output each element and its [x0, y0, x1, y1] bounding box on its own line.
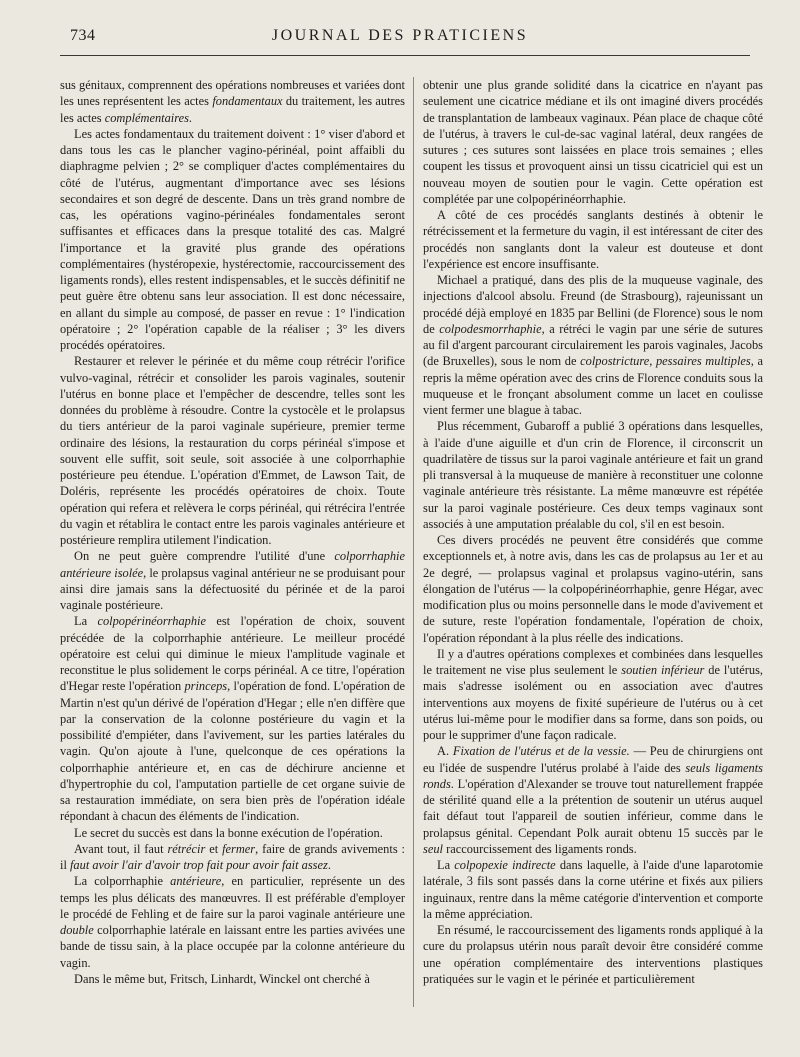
paragraph [60, 873, 405, 971]
paragraph-text: Avant tout, il faut [74, 841, 168, 856]
paragraph [60, 77, 405, 126]
paragraph-text: Michael a pratiqué, dans des plis de la muqueuse vaginale, des injections d'alcool absolu. Freund (de Strasbourg), rajeunissant un procédé déjà employé en 1835 par Bellini (de Florence) sous le nom de [423, 273, 763, 336]
page-number: 734 [70, 27, 96, 44]
paragraph-text: , en particulier, représente un des temps les plus délicats des manœuvres. Il est préférable d'employer le procédé de Fehling et de faire sur la paroi vaginale antérieure une [60, 874, 405, 921]
paragraph [60, 613, 405, 824]
italic-text: rétrécir [167, 841, 206, 856]
paragraph-text: A côté de ces procédés sanglants destinés à obtenir le rétrécissement et la fermeture du vagin, il est intéressant de citer des procédés non sanglants dont la valeur est douteuse et dont l'expérience est encore insuffisante. [423, 208, 763, 271]
italic-text: complémentaires [104, 110, 189, 125]
paragraph-text: sus génitaux, comprennent des opérations nombreuses et variées dont les unes représentent les actes [60, 78, 405, 109]
paragraph-text: dans laquelle, à l'aide d'une laparotomie latérale, 3 fils sont passés dans la corne utérine et fixés aux piliers inguinaux, rentre dans la même catégorie d'intervention et comporte la même appréciation. [423, 858, 764, 921]
paragraph-text: Le secret du succès est dans la bonne exécution de l'opération. [74, 825, 383, 840]
paragraph [60, 971, 405, 987]
italic-text: colpodesmorrhaphie [439, 321, 542, 336]
paragraph [423, 207, 763, 272]
paragraph-text: raccourcissement des ligaments ronds. [442, 841, 637, 856]
page-header [0, 0, 800, 60]
paragraph-text: est l'opération de choix, souvent précédée de la colporrhaphie antérieure. Le meilleur procédé opératoire est celui qui diminue le mieux l'amplitude vaginale et reconstitue le plus solidement le corps périnéal. A ce titre, l'opération d'Hegar reste l'opération [60, 614, 405, 694]
paragraph-text: — Peu de chirurgiens ont eu l'idée de suspendre l'utérus prolabé à l'aide des [423, 744, 763, 775]
italic-text: Fixation de l'utérus et de la vessie. [452, 744, 630, 759]
italic-text: fondamentaux [212, 94, 283, 109]
paragraph-text: du traitement, les autres les actes [60, 94, 405, 125]
paragraph [423, 532, 763, 646]
paragraph-text: , a repris la même opération avec des crins de Florence conduits sous la muqueuse et le fronçant absolument comme un lacet en coulisse vient fermer une blague à tabac. [423, 354, 763, 417]
paragraph-text: A. [437, 744, 453, 759]
paragraph [423, 646, 763, 744]
paragraph-text: de l'utérus, mais s'adresse isolément ou en association avec d'autres interventions aux moyens de fixité supérieure de l'utérus ou à cet utérus lui-même pour le modifier dans sa forme, dans son poids, ou pour le supprimer d'une façon radicale. [423, 663, 763, 742]
italic-text: faut avoir l'air d'avoir trop fait pour avoir fait assez [69, 858, 328, 872]
paragraph-text: Il y a d'autres opérations complexes et combinées dans lesquelles le traitement ne vise plus seulement le [423, 646, 763, 677]
paragraph [423, 922, 763, 987]
paragraph [60, 548, 405, 613]
paragraph-text: Plus récemment, Gubaroff a publié 3 opérations dans lesquelles, à l'aide d'une aiguille et d'un crin de Florence, il circonscrit un quadrilatère de tissus sur la paroi vaginale antérieure et fait un grand pli transversal à la muqueuse de manière à reconstituer une colonne vaginale antérieure très résistante. La même manœuvre est répétée sur la paroi vaginale postérieure. Ces deux temps vaginaux sont associés à une amputation préalable du col, s'il en est besoin. [423, 419, 763, 531]
paragraph-text: La [74, 614, 98, 629]
paragraph-text: Ces divers procédés ne peuvent être considérés que comme exceptionnels et, à notre avis, dans les cas de prolapsus au 1er et au 2e degré, — prolapsus vaginal et prolapsus vagino-utérin, sans élongation de l'utérus — la colpopérinéorrhaphie, genre Hégar, avec modification plus ou moins personnelle dans le mode d'avivement et de suture, reste l'opération fondamentale, l'opération de choix, l'opération répondant à la plus réelle des indications. [423, 533, 763, 645]
paragraph-text: Restaurer et relever le périnée et du même coup rétrécir l'orifice vulvo-vaginal, rétrécir et consolider les parois vaginales, soutenir l'utérus en bonne place et l'empêcher de descendre, telles sont les données du problème à résoudre. Contre la cystocèle et le prolapsus du tiers antérieur de la paroi vaginale supérieure, premier terme ordinaire des lésions, la restauration du corps périnéal s'impose et souvent elle suffit, soit seule, soit associée à une colporrhaphie postérieure peu étendue. L'opération d'Emmet, de Lawson Tait, de Doléris, représente les procédés opératoires de choix. Toute opération qui refera et relèvera le corps périnéal, qui rétrécira l'entrée du vagin et rétablira le contact entre les parois vaginales antérieure et postérieure remplira utilement l'indication. [60, 354, 405, 547]
column-divider [413, 77, 414, 1007]
italic-text: fermer [222, 841, 256, 856]
paragraph [423, 272, 763, 418]
italic-text: colpopérinéorrhaphie [97, 614, 206, 629]
paragraph-text: , a rétréci le vagin par une série de sutures au fil d'argent parcourant circulairement les parois vaginales, Jacobs (de Bruxelles), sous le nom de [423, 321, 763, 369]
paragraph-text: La colporrhaphie [74, 874, 171, 889]
paragraph [60, 841, 405, 874]
paragraph-text: colporrhaphie latérale en laissant entre les parties avivées une bande de tissu sain, à la place occupée par la colonne antérieure du vagin. [60, 923, 405, 970]
italic-text: colporrhaphie antérieure isolée [60, 549, 405, 580]
paragraph-text: , le prolapsus vaginal antérieur ne se produisant pour ainsi dire jamais sans la défectuosité du périnée et de la paroi vaginale postérieure. [60, 565, 406, 612]
paragraph-text: . L'opération d'Alexander se trouve tout naturellement frappée de stérilité quand elle a la prétention de soutenir un utérus auquel fait défaut tout l'appareil de soutien inférieur, comme dans le prolapsus génital. Cependant Polk aurait obtenu 15 succès par le [423, 776, 763, 840]
paragraph-text: . [327, 858, 331, 872]
italic-text: double [60, 923, 94, 937]
paragraph [60, 825, 405, 841]
paragraph [423, 743, 763, 857]
running-title: JOURNAL DES PRATICIENS [271, 27, 529, 44]
paragraph-text: obtenir une plus grande solidité dans la cicatrice en n'ayant pas seulement une cicatrice médiane et ils ont imaginé divers procédés de transplantation de lambeaux vaginaux. Péan place de chaque côté de l'utérus, à travers le cul-de-sac vaginal latéral, deux rangées de sutures ; ces sutures sont laissées en place trois semaines ; elles coupent les tissus et provoquent ainsi un tissu cicatriciel qui est un nouveau moyen de soutien pour le vagin. Cette opération est complétée par une colpopérinéorrhaphie. [423, 78, 763, 206]
italic-text: soutien inférieur [621, 663, 705, 677]
italic-text: colpostricture, pessaires multiples [580, 354, 751, 369]
paragraph-text: On ne peut guère comprendre l'utilité d'une [74, 549, 335, 564]
paragraph [423, 77, 763, 207]
italic-text: antérieure [170, 874, 222, 889]
paragraph [423, 418, 763, 532]
right-column [423, 77, 763, 987]
italic-text: seuls ligaments ronds [423, 760, 764, 791]
paragraph-text: et [205, 841, 223, 856]
paragraph-text: Les actes fondamentaux du traitement doivent : 1° viser d'abord et dans tous les cas le plancher vagino-périnéal, point affaibli du diaphragme pelvien ; 2° se compliquer d'actes complémentaires du côté de l'utérus, augmentant d'importance avec ses lésions secondaires et son degré de descente. Dans un très grand nombre de cas, les opérations vagino-périnéales fondamentales seront suffisantes et efficaces dans la presque totalité des cas. Malgré l'importance et la gravité plus grande des opérations complémentaires (hystéropexie, hystérectomie, raccourcissement des ligaments ronds), elles restent indispensables, et le succès définitif ne peut guère être obtenu sans leur association. Il est donc nécessaire, en allant du simple au composé, de passer en revue : 1° l'indication opératoire ; 2° l'opération capable de la réaliser ; 3° les divers procédés opératoires. [60, 126, 405, 352]
header-rule [60, 55, 750, 56]
paragraph [423, 857, 763, 922]
left-column [60, 77, 405, 987]
paragraph [60, 353, 405, 548]
italic-text: colpopexie indirecte [454, 858, 556, 872]
paragraph-text: , l'opération de fond. L'opération de Martin n'est qu'un dérivé de l'opération d'Hegar ; elle n'en diffère que par la conservation de la colonne postérieure du vagin et la possibilité d'empiéter, dans l'avivement, sur les parties latérales du vagin. Qu'on ajoute à l'une, quelconque de ces opérations la colporrhaphie antérieure et, en cas de déchirure ancienne et d'hypertrophie du col, l'amputation partielle de cet organe suivie de sa restauration immédiate, on sera bien près de l'opération idéale répondant à chacun des éléments de l'indication. [60, 679, 405, 824]
paragraph [60, 126, 405, 354]
italic-text: seul [423, 841, 443, 856]
paragraph-text: La [437, 858, 455, 872]
paragraph-text: , faire de grands avivements : il [60, 841, 405, 872]
paragraph-text: En résumé, le raccourcissement des ligaments ronds appliqué à la cure du prolapsus utérin nous paraît devoir être considéré comme une opération complémentaire des interventions plastiques pratiquées sur le vagin et le périnée et particulièrement [423, 923, 763, 986]
paragraph-text: Dans le même but, Fritsch, Linhardt, Winckel ont cherché à [74, 971, 370, 986]
italic-text: princeps [184, 679, 228, 694]
paragraph-text: . [188, 110, 193, 125]
